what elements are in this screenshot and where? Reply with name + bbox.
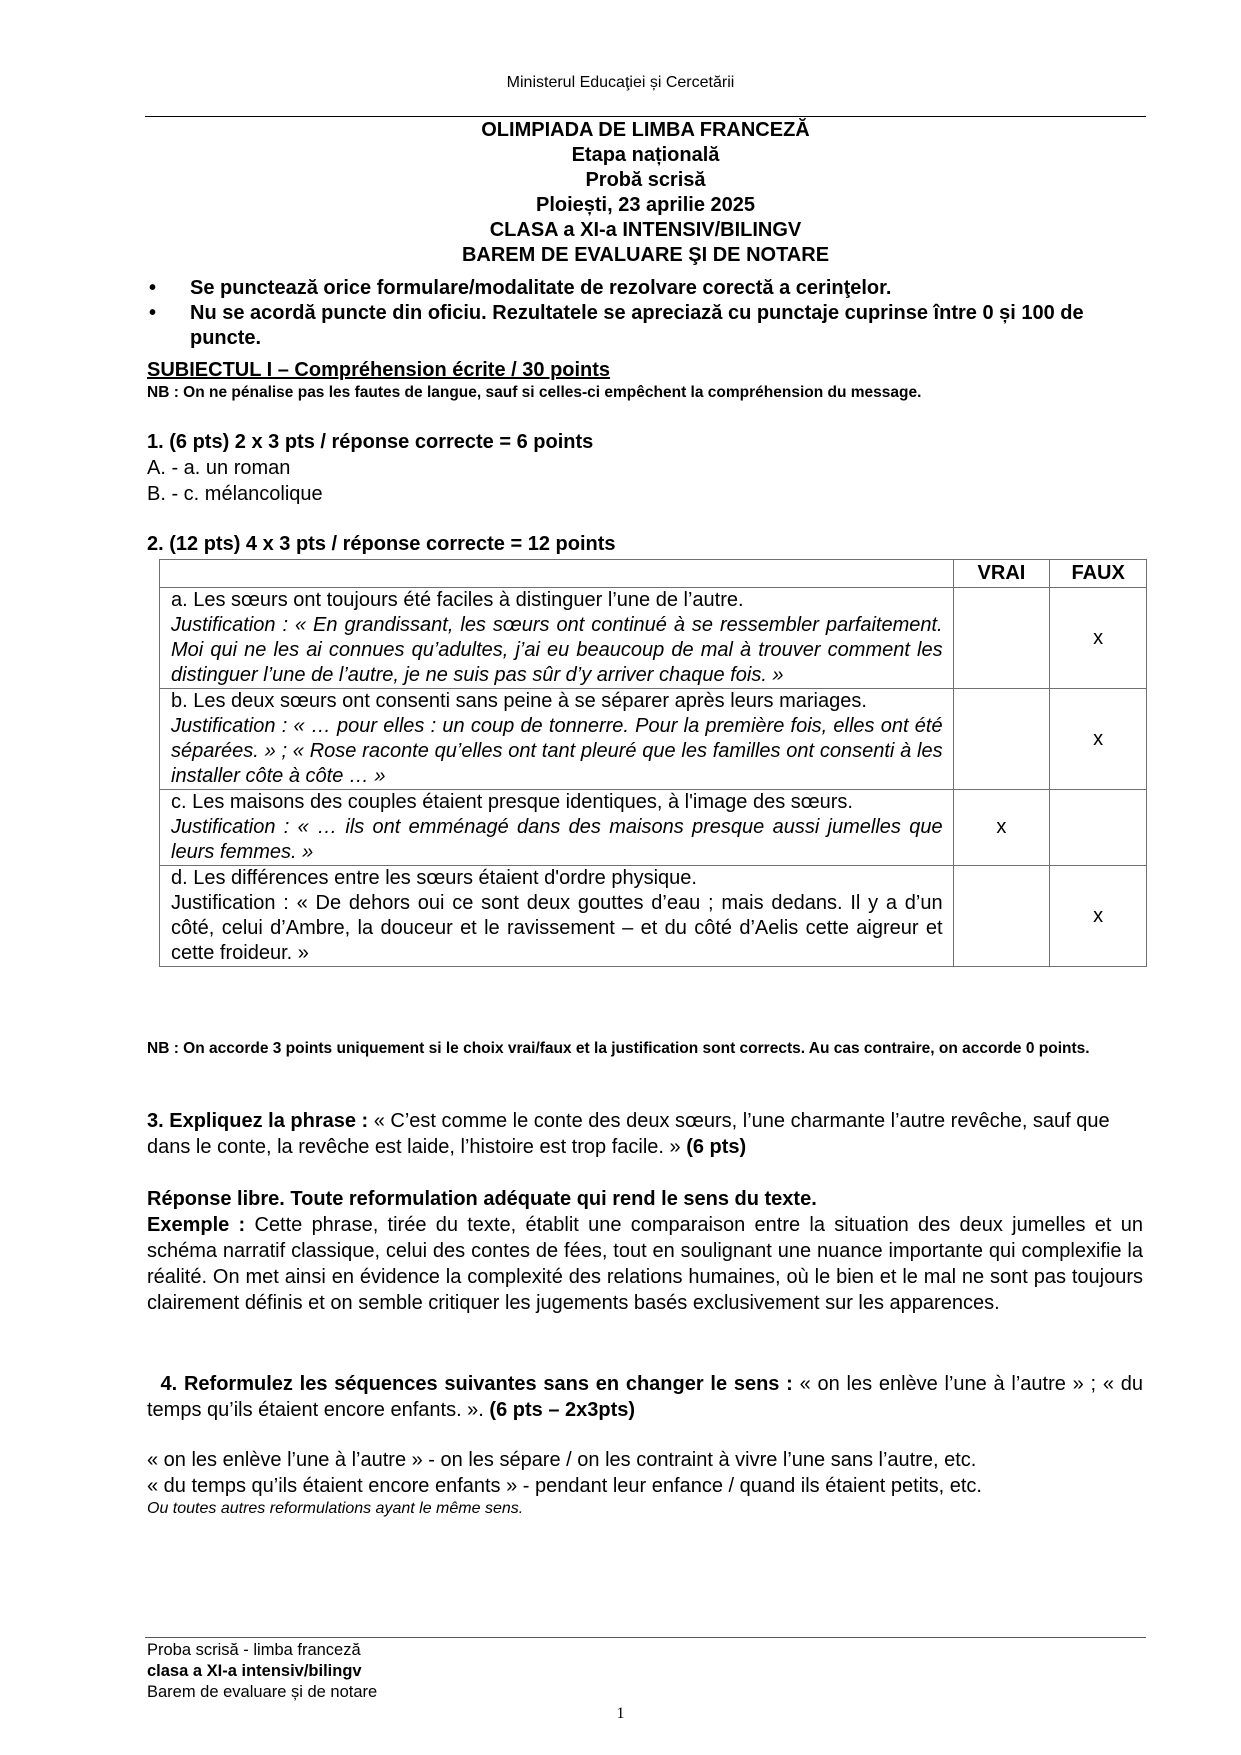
justification-quote: « … pour elles : un coup de tonnerre. Pour la première fois, elles ont été séparées. » ; « Rose raconte qu’elles ont tant pleuré que les familles ont consenti à les installer côte à côte … » [171,715,943,787]
q4-answers [147,1447,1143,1519]
table-header-row [160,560,1147,588]
q3-label: 3. Expliquez la phrase : [147,1110,369,1132]
question-1 [147,429,593,507]
q1-heading: 1. (6 pts) 2 x 3 pts / réponse correcte = 6 points [147,431,594,453]
title-line-etapa: Etapa națională [571,144,720,166]
footer-divider [145,1637,1146,1638]
statement-cell [160,866,954,967]
q4-label: 4. Reformulez les séquences suivantes sans en changer le sens : [160,1373,793,1395]
q4-answer-2: « du temps qu’ils étaient encore enfants » - pendant leur enfance / quand ils étaient petits, etc. [147,1475,982,1497]
q4-quote: « on les enlève l’une à l’autre » ; « du temps qu’ils étaient encore enfants. ». [147,1373,1143,1421]
true-false-table [159,559,1147,967]
q2-heading: 2. (12 pts) 4 x 3 pts / réponse correcte = 12 points [147,533,616,555]
table-row [160,588,1147,689]
justification-label: Justification : [171,614,295,636]
title-line-olimpiada: OLIMPIADA DE LIMBA FRANCEZĂ [481,119,810,141]
rule-text: Se punctează orice formulare/modalitate de rezolvare corectă a cerinţelor. [190,277,892,299]
statement-text: a. Les sœurs ont toujours été faciles à distinguer l’une de l’autre. [171,589,744,611]
justification-text [171,714,943,789]
subject-nb: NB : On ne pénalise pas les fautes de langue, sauf si celles-ci empêchent la compréhension du message. [147,384,922,401]
vrai-cell: x [953,790,1050,866]
title-line-barem: BAREM DE EVALUARE ŞI DE NOTARE [461,244,830,266]
table-row [160,790,1147,866]
page-number: 1 [616,1705,625,1722]
table-row [160,689,1147,790]
vrai-cell [953,689,1050,790]
q3-answer [147,1186,1143,1316]
ministry-header: Ministerul Educaţiei și Cercetării [506,74,735,91]
justification-text [171,891,943,966]
justification-text [171,613,943,688]
vrai-cell [953,866,1050,967]
faux-cell: x [1050,866,1147,967]
document-title [145,118,1146,268]
title-line-class: CLASA a XI-a INTENSIV/BILINGV [489,219,802,241]
justification-label: Justification : [171,715,294,737]
header-vrai: VRAI [953,560,1050,588]
question-3 [147,1108,1143,1160]
rule-item [145,276,1146,301]
statement-cell [160,689,954,790]
rule-text: Nu se acordă puncte din oficiu. Rezultatele se apreciază cu punctaje cuprinse între 0 și 100 de puncte. [190,302,1084,349]
q2-nb: NB : On accorde 3 points uniquement si le choix vrai/faux et la justification sont corrects. Au cas contraire, on accorde 0 points. [147,1040,1090,1057]
faux-cell [1050,790,1147,866]
footer-line-1: Proba scrisă - limba franceză [147,1641,361,1659]
statement-cell [160,790,954,866]
statement-text: d. Les différences entre les sœurs étaient d'ordre physique. [171,867,697,889]
footer-line-2: clasa a XI-a intensiv/bilingv [147,1662,362,1680]
q1-answer-b: B. - c. mélancolique [147,483,323,505]
bullet-icon: • [149,277,157,299]
faux-cell: x [1050,689,1147,790]
statement-text: c. Les maisons des couples étaient presque identiques, à l'image des sœurs. [171,791,853,813]
vrai-cell [953,588,1050,689]
justification-label: Justification : [171,816,298,838]
q3-points: (6 pts) [686,1136,747,1158]
justification-quote: « De dehors oui ce sont deux gouttes d’eau ; mais dedans. Il y a d’un côté, celui d’Ambre, la douceur et le ravissement – et du côté d’Aelis cette aigreur et cette froideur. » [171,892,943,964]
table-row [160,866,1147,967]
statement-cell [160,588,954,689]
footer-line-3: Barem de evaluare și de notare [147,1683,378,1701]
question-4 [147,1371,1143,1423]
statement-text: b. Les deux sœurs ont consenti sans peine à se séparer après leurs mariages. [171,690,867,712]
justification-quote: « En grandissant, les sœurs ont continué à se ressembler parfaitement. Moi qui ne les ai connues qu’adultes, j’ai eu beaucoup de mal à trouver comment les distinguer l’une de l’autre, je ne suis pas sûr d’y arriver chaque fois. » [171,614,943,686]
bullet-icon: • [149,302,157,324]
q1-answer-a: A. - a. un roman [147,457,291,479]
justification-text [171,815,943,865]
q4-note: Ou toutes autres reformulations ayant le même sens. [147,1500,524,1517]
q3-quote: « C’est comme le conte des deux sœurs, l’une charmante l’autre revêche, sauf que dans le conte, la revêche est laide, l’histoire est trop facile. » [147,1110,1110,1158]
justification-label: Justification : [171,892,297,914]
q4-answer-1: « on les enlève l’une à l’autre » - on les sépare / on les contraint à vivre l’une sans l’autre, etc. [147,1449,977,1471]
general-rules-list [145,276,1146,351]
q3-example-label: Exemple : [147,1214,255,1236]
q3-example [147,1212,1143,1316]
q4-points: (6 pts – 2x3pts) [489,1399,636,1421]
rule-item [145,301,1146,351]
q3-example-text: Cette phrase, tirée du texte, établit une comparaison entre la situation des deux jumelles et un schéma narratif classique, celui des contes de fées, tout en soulignant une nuance importante qui complexifie la réalité. On met ainsi en évidence la complexité des relations humaines, où le bien et le mal ne sont pas toujours clairement définis et on semble critiquer les jugements basés exclusivement sur les apparences. [147,1214,1143,1314]
header-faux: FAUX [1050,560,1147,588]
page-footer [147,1640,377,1703]
header-divider [145,116,1146,117]
justification-quote: « … ils ont emménagé dans des maisons presque aussi jumelles que leurs femmes. » [171,816,943,863]
faux-cell: x [1050,588,1147,689]
q3-answer-heading: Réponse libre. Toute reformulation adéquate qui rend le sens du texte. [147,1188,817,1210]
title-line-proba: Probă scrisă [585,169,706,191]
title-line-location-date: Ploiești, 23 aprilie 2025 [535,194,755,216]
subject-heading: SUBIECTUL I – Compréhension écrite / 30 points [147,359,611,381]
header-statement [160,560,954,588]
